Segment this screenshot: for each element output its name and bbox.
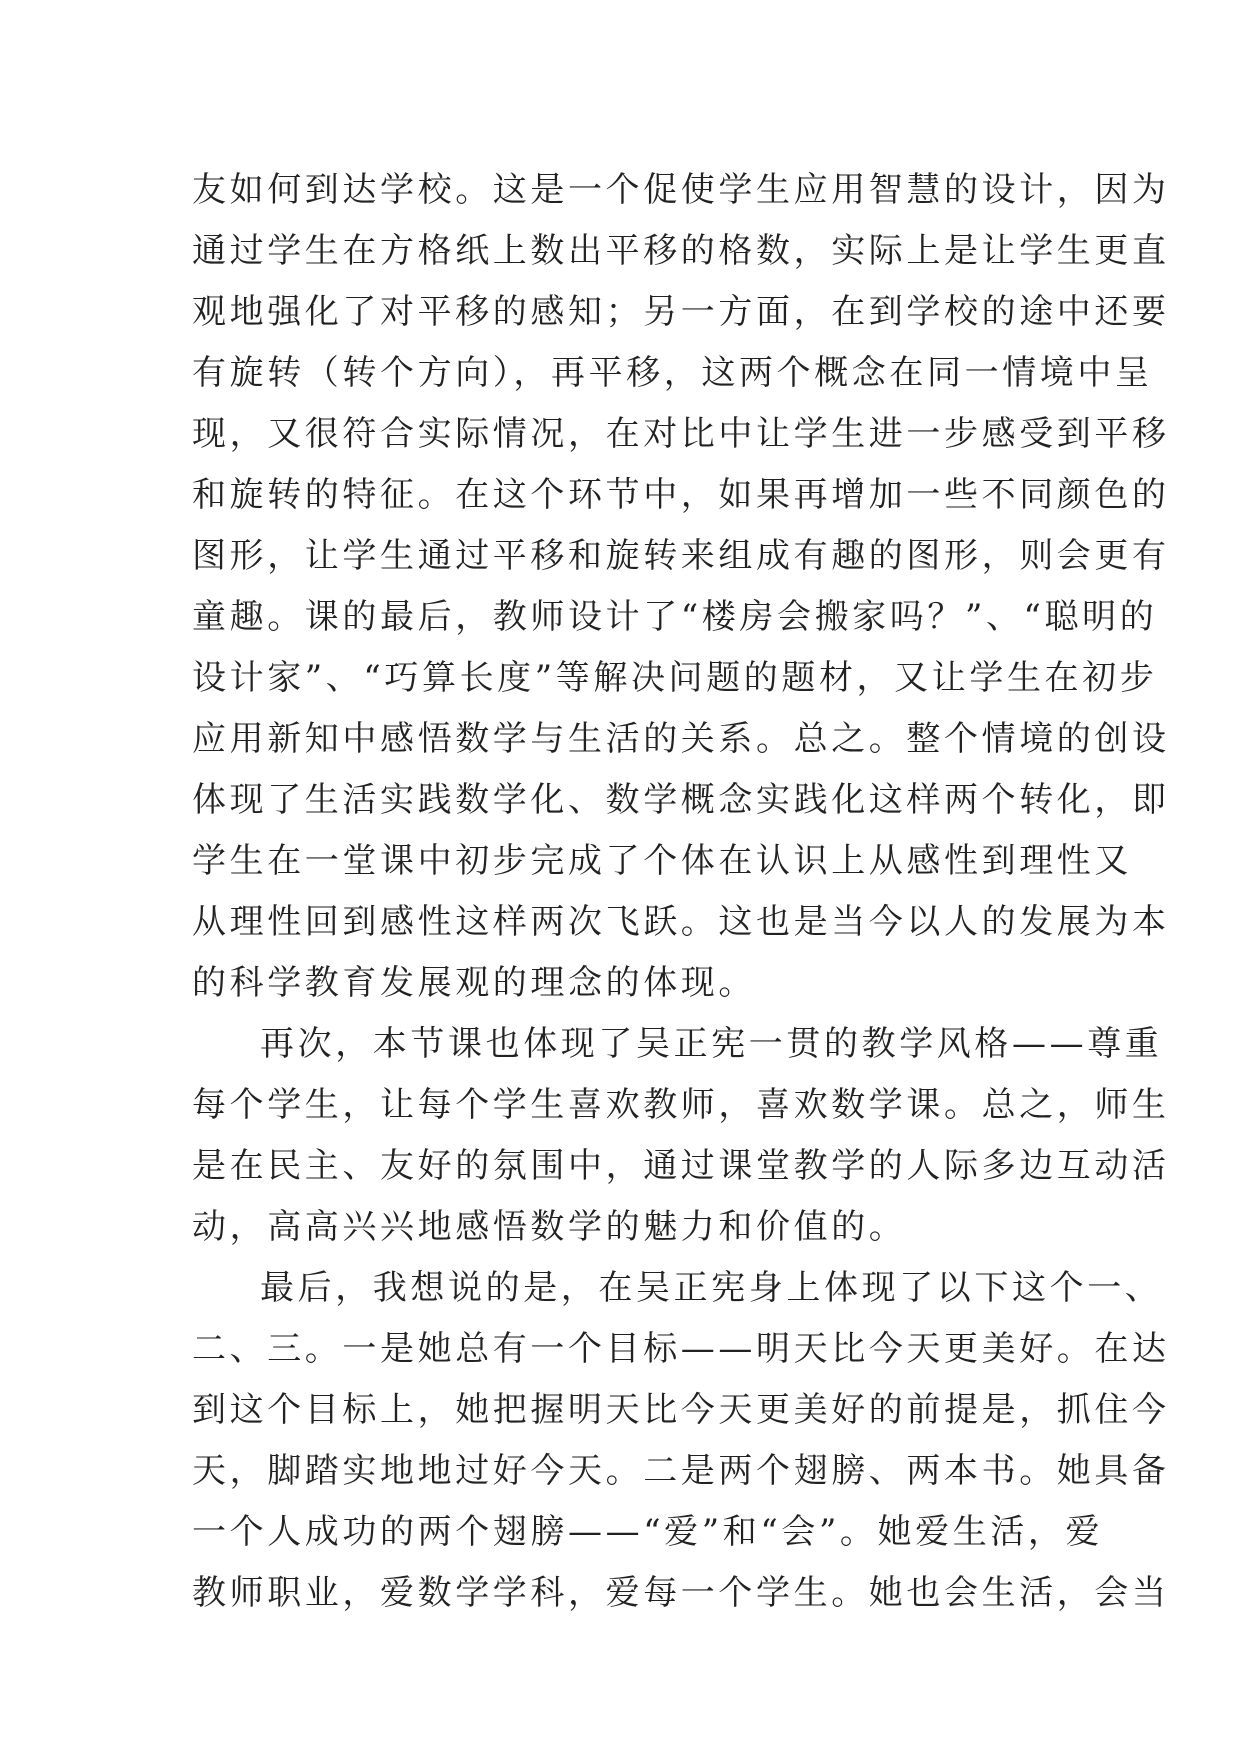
body-text	[192, 160, 1170, 1624]
text-line: 设计家”、“巧算长度”等解决问题的题材，又让学生在初步	[192, 658, 1158, 698]
text-line: 观地强化了对平移的感知；另一方面，在到学校的途中还要	[192, 292, 1170, 332]
text-line: 童趣。课的最后，教师设计了“楼房会搬家吗？”、“聪明的	[192, 597, 1158, 637]
text-line: 每个学生，让每个学生喜欢教师，喜欢数学课。总之，师生	[192, 1085, 1170, 1125]
text-line: 应用新知中感悟数学与生活的关系。总之。整个情境的创设	[192, 719, 1170, 759]
text-line: 动，高高兴兴地感悟数学的魅力和价值的。	[192, 1207, 907, 1247]
text-line: 现，又很符合实际情况，在对比中让学生进一步感受到平移	[192, 414, 1170, 454]
paragraph-start-line: 再次，本节课也体现了吴正宪一贯的教学风格——尊重	[260, 1024, 1163, 1064]
text-line: 一个人成功的两个翅膀——“爱”和“会”。她爱生活，爱	[192, 1512, 1104, 1552]
text-line: 有旋转（转个方向），再平移，这两个概念在同一情境中呈	[192, 353, 1153, 393]
text-line: 和旋转的特征。在这个环节中，如果再增加一些不同颜色的	[192, 475, 1170, 515]
text-line: 二、三。一是她总有一个目标——明天比今天更美好。在达	[192, 1329, 1170, 1369]
text-line: 图形，让学生通过平移和旋转来组成有趣的图形，则会更有	[192, 536, 1170, 576]
text-line: 到这个目标上，她把握明天比今天更美好的前提是，抓住今	[192, 1390, 1170, 1430]
paragraph-start-line: 最后，我想说的是，在吴正宪身上体现了以下这个一、	[260, 1268, 1163, 1308]
text-line: 的科学教育发展观的理念的体现。	[192, 963, 756, 1003]
text-line: 学生在一堂课中初步完成了个体在认识上从感性到理性又	[192, 841, 1132, 881]
text-line: 友如何到达学校。这是一个促使学生应用智慧的设计，因为	[192, 170, 1170, 210]
text-line: 通过学生在方格纸上数出平移的格数，实际上是让学生更直	[192, 231, 1170, 271]
text-line: 教师职业，爱数学学科，爱每一个学生。她也会生活，会当	[192, 1573, 1170, 1613]
text-line: 体现了生活实践数学化、数学概念实践化这样两个转化，即	[192, 780, 1170, 820]
text-line: 是在民主、友好的氛围中，通过课堂教学的人际多边互动活	[192, 1146, 1170, 1186]
text-line: 天，脚踏实地地过好今天。二是两个翅膀、两本书。她具备	[192, 1451, 1170, 1491]
text-line: 从理性回到感性这样两次飞跃。这也是当今以人的发展为本	[192, 902, 1170, 942]
